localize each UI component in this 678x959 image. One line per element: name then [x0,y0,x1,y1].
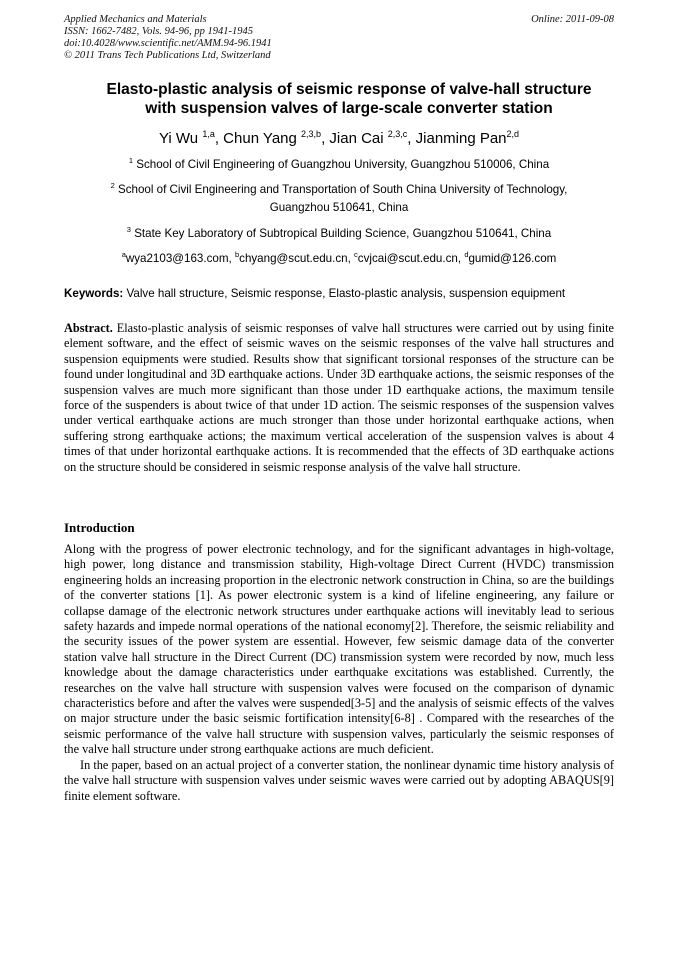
email-sup: b [234,250,240,259]
affiliation-number: 2 [110,181,115,190]
affiliation-text: State Key Laboratory of Subtropical Building Science, Guangzhou 510641, China [134,227,552,240]
email-sup: a [121,250,126,259]
email-link[interactable]: wya2103@163.com [125,252,229,265]
author-sup: 1,a [202,129,215,139]
email-sup: d [464,250,469,259]
journal-header [64,14,272,62]
journal-name: Applied Mechanics and Materials [64,14,207,25]
title-line-2: with suspension valves of large-scale converter station [145,100,553,117]
copyright-line: © 2011 Trans Tech Publications Ltd, Switzerland [64,50,271,61]
introduction-body [64,542,614,804]
title-line-1: Elasto-plastic analysis of seismic response of valve-hall structure [106,81,592,98]
affiliation-number: 1 [128,156,133,165]
section-heading-introduction: Introduction [64,520,135,535]
affiliation-3 [60,221,618,243]
author-name: Chun Yang [223,130,297,147]
online-date: Online: 2011-09-08 [531,14,614,25]
author-name: Jian Cai [329,130,384,147]
affiliation-2 [60,177,618,217]
keywords-text: Valve hall structure, Seismic response, Elasto-plastic analysis, suspension equipment [126,287,566,300]
email-sup: c [354,250,358,259]
issn-line: ISSN: 1662-7482, Vols. 94-96, pp 1941-1945 [64,26,253,37]
affiliation-1 [60,152,618,174]
author-sup: 2,3,c [387,129,408,139]
doi-line: doi:10.4028/www.scientific.net/AMM.94-96.1941 [64,38,272,49]
author-name: Jianming Pan [415,130,507,147]
author-sup: 2,d [506,129,520,139]
paper-title [60,80,638,118]
keywords [64,286,565,302]
author-sup: 2,3,b [301,129,322,139]
author-name: Yi Wu [158,130,199,147]
affiliation-text: School of Civil Engineering and Transportation of South China University of Technology, [117,183,568,196]
intro-paragraph-2: In the paper, based on an actual project of a converter station, the nonlinear dynamic time history analysis of the valve hall structure with suspension valves under seismic waves were carried out by adopting ABAQUS[9] finite element software. [64,757,614,803]
affiliation-text: School of Civil Engineering of Guangzhou University, Guangzhou 510006, China [136,158,550,171]
intro-paragraph-1: Along with the progress of power electronic technology, and for the significant advantages in high-voltage, high power, long distance and transmission stability, High-voltage Direct Current (HVDC) transmission engineering holds an increasing proportion in the electronic network construction in China, so are the buildings of the converter stations [1]. As power electronic system is a kind of lifeline engineering, any failure or collapse damage of the electronic network structures under earthquake actions will inevitably lead to serious safety hazards and impede normal operations of the national economy[2]. Therefore, the seismic reliability and the security issues of the power system are essential. However, few seismic damage data of the converter station valve hall structure in the Direct Current (DC) transmission system were recorded by now, much less knowledge about the damage characteristics under earthquake excitations was established. Currently, the researches on the valve hall structure with suspension valves were focused on the comparison of dynamic characteristics before and after the valves were suspended[3-5] and the analysis of seismic effects of the valves on major structure under the basic seismic fortification intensity[6-8] . Compared with the researches of the seismic performance of the valve hall structure with suspension valves, particularly the seismic responses of the valve hall structure under strong earthquake actions are much deficient. [64,542,614,757]
email-link[interactable]: cvjcai@scut.edu.cn [357,252,458,265]
keywords-label: Keywords: [64,287,124,300]
author-list: Yi Wu $^{1,a}$, Chun Yang $^{2,3,b}$, Jian Cai $^{2,3,c}$, Jianming Pan$^{2,d}$ [158,129,520,147]
affiliation-number: 3 [126,225,131,234]
abstract [64,321,614,475]
abstract-text: Elasto-plastic analysis of seismic responses of valve hall structures were carried out by using finite element software, and the effect of seismic waves on the seismic responses of the valve hall structures and suspension equipments were studied. Results show that significant torsional responses of the structure can be found under longitudinal and 3D earthquake actions. Under 3D earthquake actions, the seismic responses of the suspension valves are much more significant than those under 1D earthquake actions, the maximum tensile force of the suspenders is about twice of that under 1D action. The seismic responses of the suspension valves under vertical earthquake actions are much stronger than those under horizontal earthquake actions, when suffering strong earthquake actions; the maximum vertical acceleration of the suspension valves is about 4 times of that under horizontal earthquake actions. It is recommended that the effects of 3D earthquake actions on the structure should be considered in seismic response analysis of the valve hall structure. [64,321,615,474]
affiliation-text-line-2: Guangzhou 510641, China [269,201,409,214]
abstract-label: Abstract. [64,321,113,335]
email-list: $^a$wya2103@163.com, $^b$chyang@scut.edu.cn, $^c$cvjcai@scut.edu.cn, $^d$gumid@126.com [121,250,557,265]
email-link[interactable]: gumid@126.com [468,252,557,265]
email-link[interactable]: chyang@scut.edu.cn [239,252,348,265]
